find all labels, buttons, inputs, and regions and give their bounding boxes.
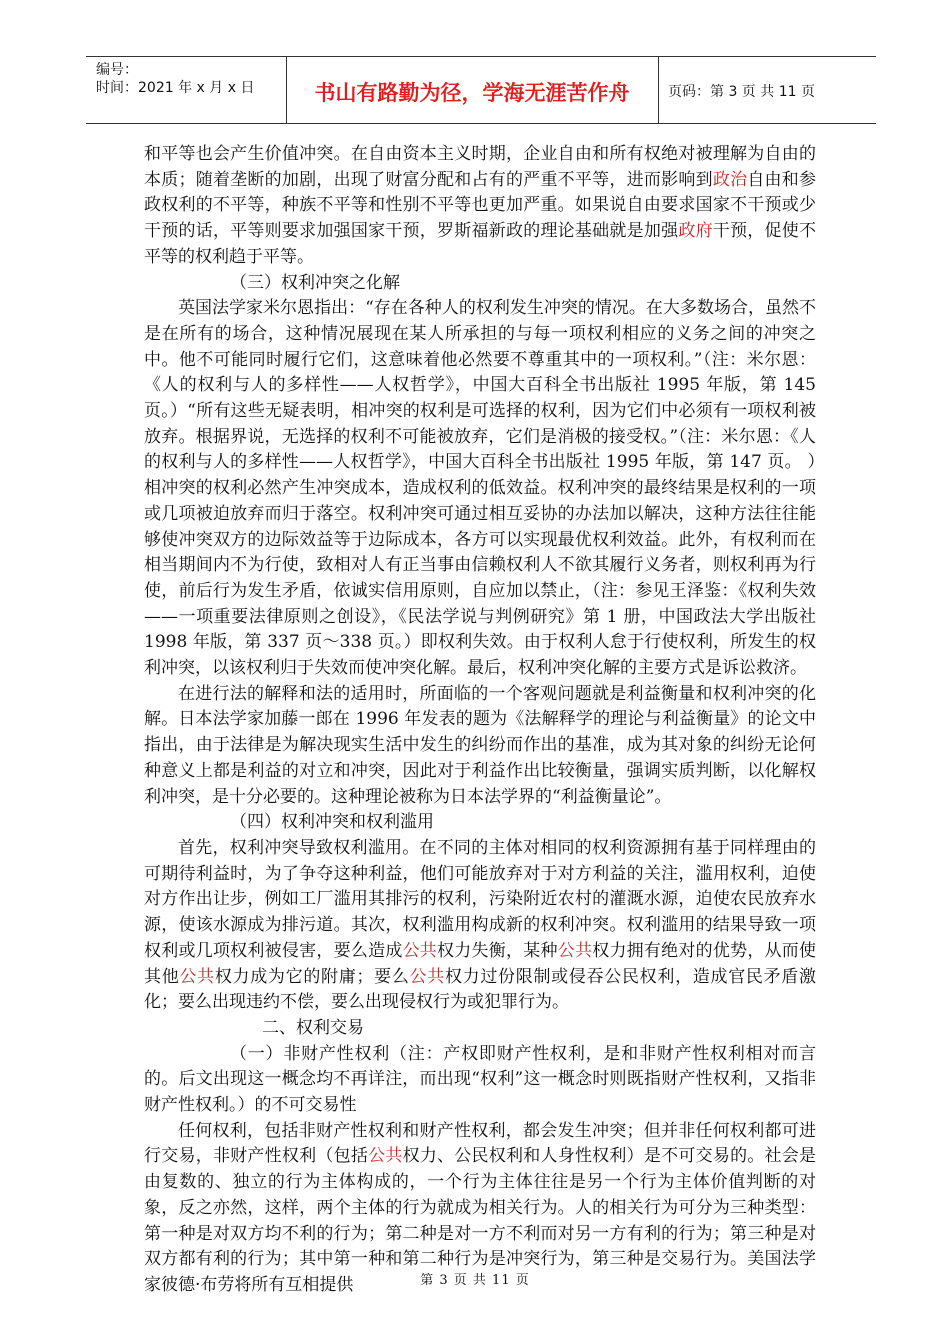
section-heading: 二、权利交易 [262, 1017, 364, 1038]
link-keyword[interactable]: 公共 [402, 940, 438, 961]
paragraph: 任何权利，包括非财产性权利和财产性权利，都会发生冲突；但并非任何权利都可进行交易，非财产性权利（包括公共权力、公民权利和人身性权利）是不可交易的。社会是由复数的、独立的行为主体构成的，一个行为主体往往是另一个行为主体价值判断的对象，反之亦然，这样，两个主体的行为就成为相关行为。人的相关行为可分为三种类型：第一种是对双方均不利的行为；第二种是对一方不利而对另一方有利的行为；第三种是对双方都有利的行为；其中第一种和第二种行为是冲突行为，第三种是交易行为。美国法学家彼德·布劳将所有互相提供 [144, 1120, 817, 1295]
link-keyword[interactable]: 公共 [409, 966, 445, 987]
header-page-number: 页码：第 3 页 共 11 页 [668, 84, 815, 100]
paragraph: （一）非财产性权利（注：产权即财产性权利，是和非财产性权利相对而言的。后文出现这一概念均不再详注，而出现“权利”这一概念时则既指财产性权利，又指非财产性权利。）的不可交易性 [144, 1043, 816, 1116]
paragraph: 首先，权利冲突导致权利滥用。在不同的主体对相同的权利资源拥有基于同样理由的可期待利益时，为了争夺这种利益，他们可能放弃对于对方利益的关注，滥用权利，迫使对方作出让步，例如工厂滥用其排污的权利，污染附近农村的灌溉水源，迫使农民放弃水源，使该水源成为排污道。其次，权利滥用构成新的权利冲突。权利滥用的结果导致一项权利或几项权利被侵害，要么造成公共权力失衡，某种公共权力拥有绝对的优势，从而使其他公共权力成为它的附庸；要么公共权力过份限制或侵吞公民权利，造成官民矛盾激化；要么出现违约不偿，要么出现侵权行为或犯罪行为。 [144, 837, 817, 1013]
section-heading: （四）权利冲突和权利滥用 [230, 812, 434, 833]
link-keyword[interactable]: 公共 [179, 966, 215, 987]
header-motto: 书山有路勤为径，学海无涯苦作舟 [314, 81, 630, 105]
link-keyword[interactable]: 公共 [557, 940, 593, 961]
page-header [86, 56, 876, 124]
section-heading: （三）权利冲突之化解 [230, 272, 400, 293]
header-meta [96, 61, 286, 97]
page-footer: 第 3 页 共 11 页 [420, 1273, 530, 1288]
paragraph: 在进行法的解释和法的适用时，所面临的一个客观问题就是利益衡量和权利冲突的化解。日本法学家加藤一郎在 1996 年发表的题为《法解释学的理论与利益衡量》的论文中指出，由于法律是为解决现实生活中发生的纠纷而作出的基准，成为其对象的纠纷无论何种意义上都是利益的对立和冲突，因此对于利益作出比较衡量，强调实质判断，以化解权利冲突，是十分必要的。这种理论被称为日本法学界的“利益衡量论”。 [144, 683, 816, 807]
doc-number-label: 编号： [96, 62, 138, 78]
link-keyword[interactable]: 政府 [678, 221, 713, 242]
date-label: 时间：2021 年 x 月 x 日 [96, 80, 255, 96]
paragraph: 英国法学家米尔恩指出：“存在各种人的权利发生冲突的情况。在大多数场合，虽然不是在所有的场合，这种情况展现在某人所承担的与每一项权利相应的义务之间的冲突之中。他不可能同时履行它们，这意味着他必然要不尊重其中的一项权利。”（注：米尔恩：《人的权利与人的多样性——人权哲学》，中国大百科全书出版社 1995 年版，第 145 页。）“所有这些无疑表明，相冲突的权利是可选择的权利，因为它们中必须有一项权利被放弃。根据界说，无选择的权利不可能被放弃，它们是消极的接受权。”（注：米尔恩：《人的权利与人的多样性——人权哲学》，中国大百科全书出版社 1995 年版，第 147 页。 ）相冲突的权利必然产生冲突成本，造成权利的低效益。权利冲突的最终结果是权利的一项或几项被迫放弃而归于落空。权利冲突可通过相互妥协的办法加以解决，这种方法往往能够使冲突双方的边际效益等于边际成本，各方可以实现最优权利效益。此外，有权利而在相当期间内不为行使，致相对人有正当事由信赖权利人不欲其履行义务者，则权利再为行使，前后行为发生矛盾，依诚实信用原则，自应加以禁止，（注：参见王泽鉴：《权利失效——一项重要法律原则之创设》，《民法学说与判例研究》第 1 册，中国政法大学出版社 1998 年版，第 337 页～338 页。）即权利失效。由于权利人怠于行使权利，所发生的权利冲突，以该权利归于失效而使冲突化解。最后，权利冲突化解的主要方式是诉讼救济。 [144, 298, 816, 679]
link-keyword[interactable]: 公共 [368, 1146, 403, 1167]
link-keyword[interactable]: 政治 [712, 169, 748, 190]
document-body [144, 142, 816, 1299]
paragraph: 和平等也会产生价值冲突。在自由资本主义时期，企业自由和所有权绝对被理解为自由的本质；随着垄断的加剧，出现了财富分配和占有的严重不平等，进而影响到政治自由和参政权利的不平等，种族不平等和性别不平等也更加严重。如果说自由要求国家不干预或少干预的话，平等则要求加强国家干预，罗斯福新政的理论基础就是加强政府干预，促使不平等的权利趋于平等。 [144, 144, 817, 267]
header-divider [658, 57, 659, 123]
